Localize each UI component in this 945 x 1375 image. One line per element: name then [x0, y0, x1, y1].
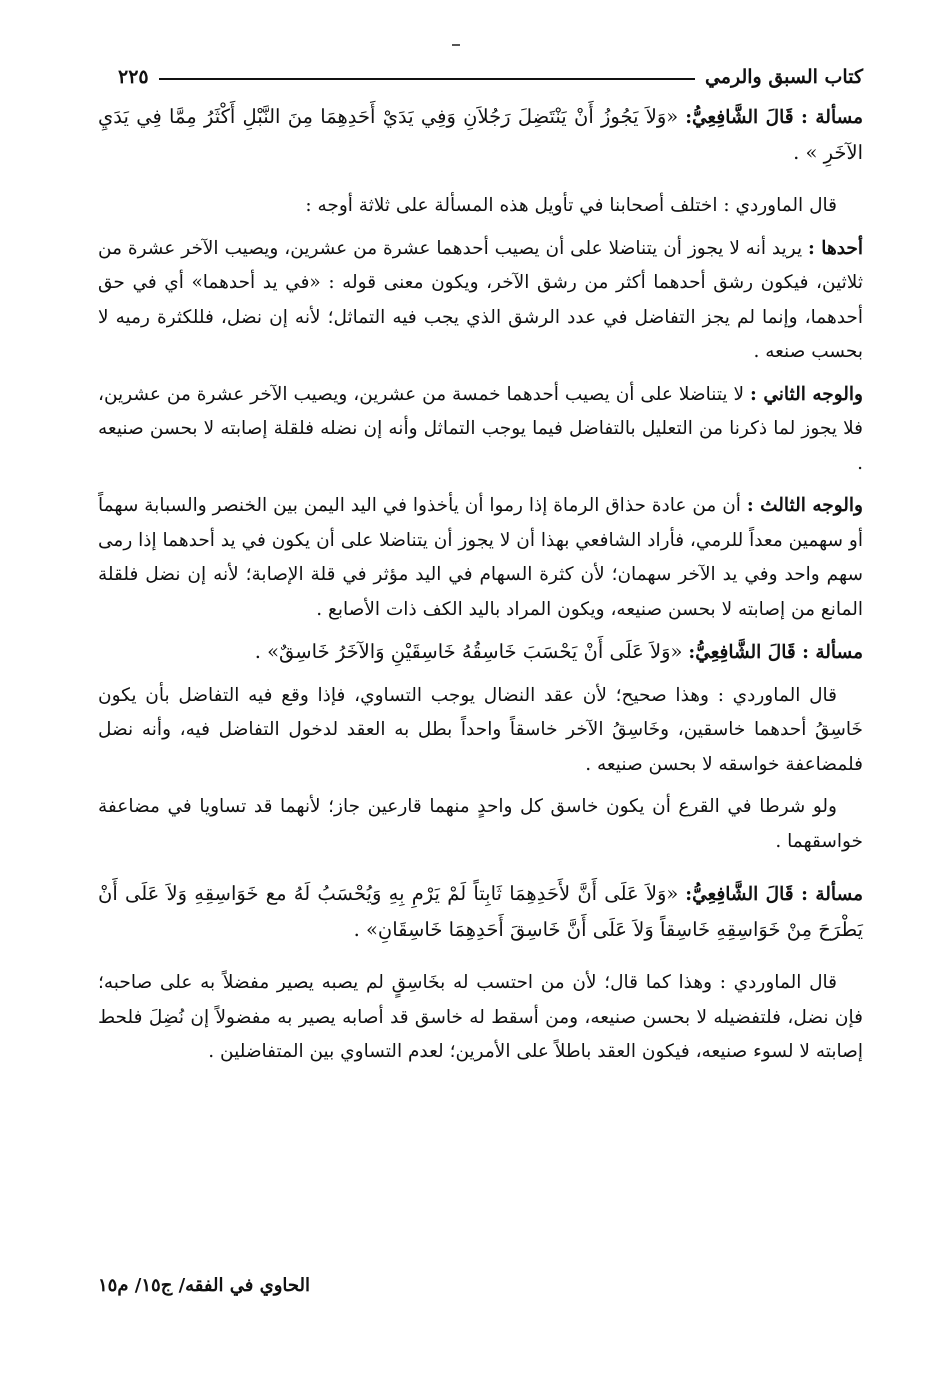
paragraph-text: أن من عادة حذاق الرماة إذا رموا أن يأخذوا في اليد اليمن بين الخنصر والسبابة سهماً أو سهمين معداً للرمي، فأراد الشافعي بهذا أن لا يجوز أن يتناضلا على أن يكون في يد أحدهما إذا رمى سهم واحد وفي يد الآخر سهمان؛ لأن كثرة السهام في اليد مؤثر في قلة الإصابة؛ لأنه إن نضل فلقلة المانع من إصابته لا بحسن صنيعه، ويكون المراد باليد الكف ذات الأصابع .	[98, 495, 863, 620]
paragraph-lead: مسألة : قَالَ الشَّافِعِيُّ:	[688, 642, 863, 663]
spacer	[98, 956, 863, 966]
paragraph-masala-3	[98, 877, 863, 948]
spacer	[98, 179, 863, 189]
paragraph-lead: والوجه الثاني :	[750, 383, 863, 405]
paragraph-text: قال الماوردي : اختلف أصحابنا في تأويل هذه المسألة على ثلاثة أوجه :	[305, 195, 837, 216]
paragraph-lead: والوجه الثالث :	[746, 495, 863, 516]
spacer	[98, 867, 863, 877]
paragraph-text: قال الماوردي : وهذا كما قال؛ لأن من احتسب له بخَاسِقٍ لم يصبه يصير مفضلاً به على صاحبه؛ فإن نضل، فلتفضيله لا بحسن صنيعه، ومن أسقط له خاسق قد أصابه يصير به مفضولاً إن نُضِلَ فلحط إصابته لا لسوء صنيعه، فيكون العقد باطلاً على الأمرين؛ لعدم التساوي بين المتفاضلين .	[98, 972, 863, 1062]
paragraph-lead: أحدها :	[808, 237, 863, 259]
paragraph-text: يريد أنه لا يجوز أن يتناضلا على أن يصيب أحدهما عشرة من عشرين، ويصيب الآخر عشرة من ثلاثين، فيكون رشق أحدهما أكثر من رشق الآخر، ويكون معنى قوله : «في يد أحدهما» أي في حق أحدهما، وإنما لم يجز التفاضل في عدد الرشق الذي يجب فيه التماثل؛ لأنه إن نضل، فللكثرة رميه لا بحسب صنعه .	[98, 237, 863, 362]
book-section-title: كتاب السبق والرمي	[704, 66, 863, 88]
page-body	[98, 100, 863, 1078]
paragraph-text: «وَلاَ عَلَى أَنَّ لأَحَدِهِمَا ثَابِتاً لَمْ يَرْمِ بِهِ وَيُحْسَبُ لَهُ مع خَوَاسِقِهِ وَلاَ عَلَى أَنْ يَطْرَحَ مِنْ خَوَاسِقِهِ خَاسِقاً وَلاَ عَلَى أَنَّ خَاسِقَ أَحَدِهِمَا خَاسِقَانِ» .	[98, 882, 863, 941]
paragraph-qar-condition	[98, 790, 863, 859]
footer-signature: الحاوي في الفقه/ ج١٥/ م١٥	[98, 1275, 311, 1296]
paragraph-text: «وَلاَ يَجُوزُ أَنْ يَنْتَضِلَ رَجُلاَنِ وَفِي يَدَيْ أَحَدِهِمَا مِنَ النَّبْلِ أَكْثَرُ مِمَّا فِي يَدَيِ الآخَرِ » .	[98, 105, 863, 164]
paragraph-text: قال الماوردي : وهذا صحيح؛ لأن عقد النضال يوجب التساوي، فإذا وقع فيه التفاضل بأن يكون خَاسِقُ أحدهما خاسقين، وخَاسِقُ الآخر خاسقاً واحداً بطل به العقد لدخول التفاضل فيه، وأنه نضل فلمضاعفة خواسقه لا بحسن صنيعه .	[98, 684, 863, 775]
running-header	[118, 60, 863, 94]
paragraph-mawardi-3	[98, 966, 863, 1070]
paragraph-first-view	[98, 232, 863, 370]
top-mark	[452, 44, 460, 46]
page-number: ٢٢٥	[118, 66, 149, 88]
paragraph-second-view	[98, 378, 863, 482]
header-rule	[159, 78, 695, 80]
paragraph-lead: مسألة : قَالَ الشَّافِعِيُّ:	[685, 884, 863, 905]
paragraph-masala-1	[98, 100, 863, 171]
paragraph-masala-2	[98, 635, 863, 671]
paragraph-text: ولو شرطا في القرع أن يكون خاسق كل واحدٍ منهما قارعين جاز؛ لأنهما قد تساويا في مضاعفة خواسقهما .	[98, 796, 863, 852]
paragraph-lead: مسألة : قَالَ الشَّافِعِيُّ:	[685, 107, 863, 128]
paragraph-text: لا يتناضلا على أن يصيب أحدهما خمسة من عشرين، ويصيب الآخر عشرة من عشرين، فلا يجوز لما ذكرنا من التعليل بالتفاضل فيما يوجب التماثل وأنه إن نضله فلقلة إصابته لا بحسن صنيعه .	[98, 383, 863, 474]
paragraph-mawardi-2	[98, 679, 863, 783]
paragraph-third-view	[98, 489, 863, 627]
paragraph-text: «وَلاَ عَلَى أَنْ يَحْسَبَ خَاسِقُهُ خَاسِقَيْنِ وَالآخَرُ خَاسِقٌ» .	[254, 640, 683, 663]
paragraph-mawardi-intro	[98, 189, 863, 224]
